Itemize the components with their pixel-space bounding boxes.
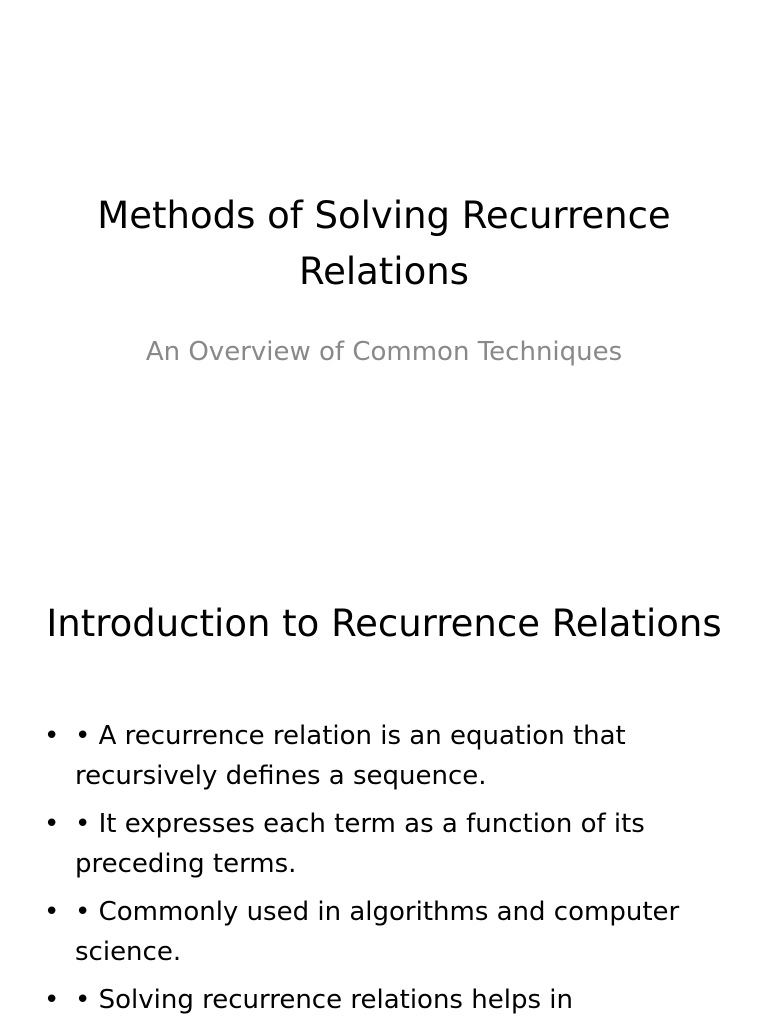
list-item	[40, 804, 730, 884]
bullet-marker: •	[44, 721, 60, 751]
bullet-text: • A recurrence relation is an equation that recursively defines a sequence.	[75, 721, 626, 791]
bullet-marker: •	[44, 809, 60, 839]
bullet-text: • Commonly used in algorithms and computer science.	[75, 897, 680, 967]
bullet-text: • Solving recurrence relations helps in	[75, 985, 573, 1015]
bullet-text: • It expresses each term as a function of its preceding terms.	[75, 809, 645, 879]
list-item	[40, 716, 730, 796]
list-item	[40, 980, 730, 1020]
bullet-list	[40, 716, 730, 1024]
content-slide	[0, 576, 768, 1024]
bullet-marker: •	[44, 985, 60, 1015]
slide-title: Introduction to Recurrence Relations	[46, 602, 722, 645]
list-item	[40, 892, 730, 972]
slide-title: Methods of Solving Recurrence Relations	[97, 194, 671, 293]
bullet-marker: •	[44, 897, 60, 927]
slide-subtitle: An Overview of Common Techniques	[145, 337, 623, 367]
